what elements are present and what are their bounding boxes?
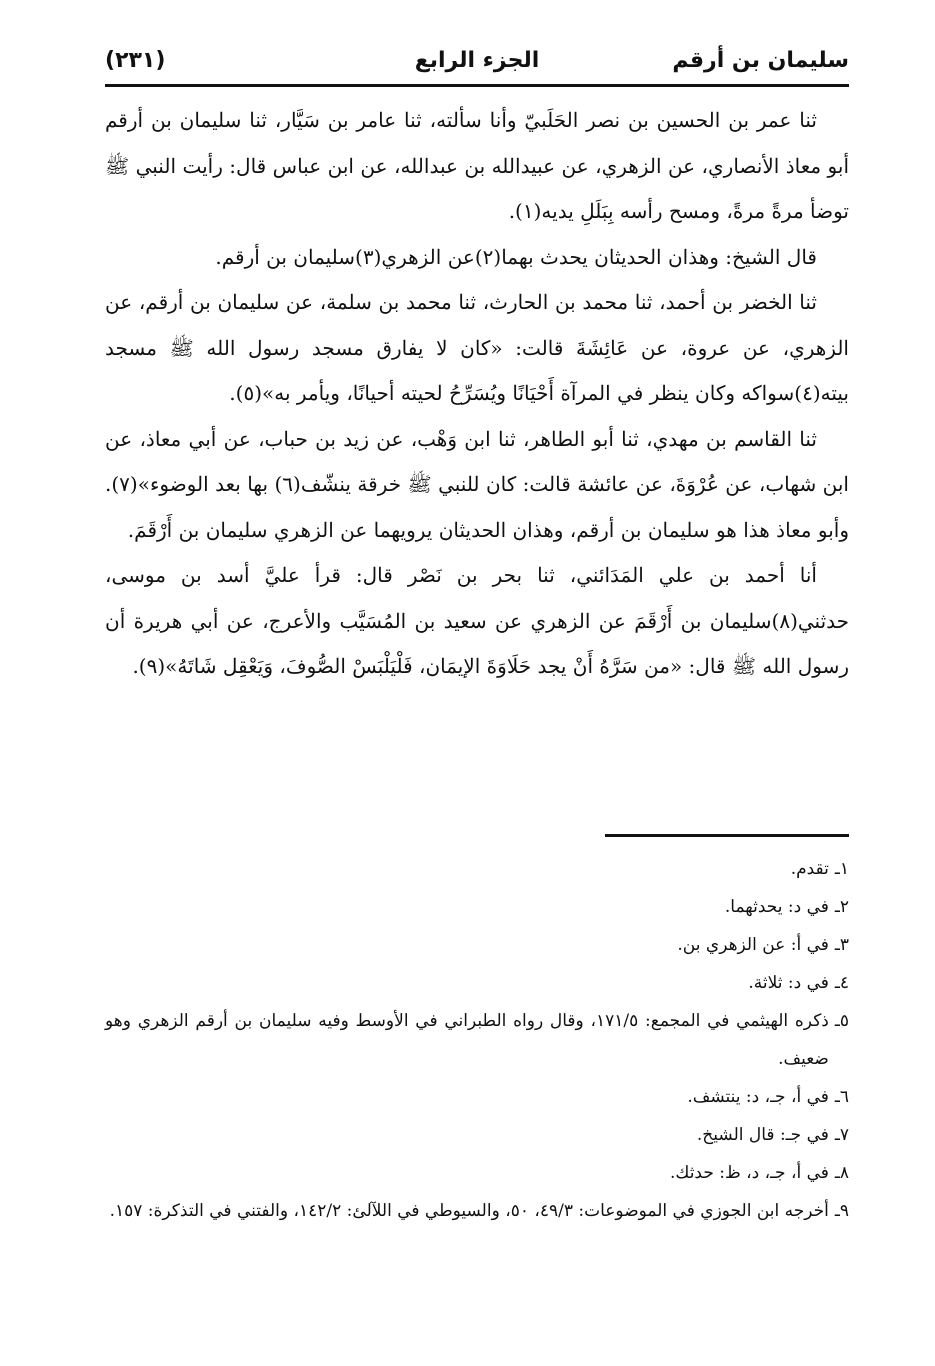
header-rule	[105, 84, 849, 87]
footnote	[105, 1116, 849, 1154]
paragraph: أنا أحمد بن علي المَدَائني، ثنا بحر بن نَصْر قال: قرأ عليَّ أسد بن موسى، حدثني(٨)سليمان بن أَرْقَمَ عن الزهري عن سعيد بن المُسَيَّب والأعرج، عن أبي هريرة أن رسول الله ﷺ قال: «من سَرَّهُ أَنْ يجد حَلَاوَةَ الإيمَان، فَلْيَلْبَسْ الصُّوفَ، وَيَعْقِل شَاتَهُ»(٩).	[105, 563, 849, 678]
footnote	[105, 1002, 849, 1078]
footnote-number: ٨ـ	[834, 1163, 849, 1183]
footnote	[105, 888, 849, 926]
footnote-number: ٢ـ	[834, 897, 849, 917]
footnote	[105, 926, 849, 964]
footnote	[105, 964, 849, 1002]
footnote-separator	[605, 834, 849, 837]
footnote-text: أخرجه ابن الجوزي في الموضوعات: ٤٩/٣، ٥٠، والسيوطي في اللآلئ: ١٤٢/٢، والفتني في التذكرة: ١٥٧.	[109, 1201, 829, 1221]
paragraph: ثنا القاسم بن مهدي، ثنا أبو الطاهر، ثنا ابن وَهْب، عن زيد بن حباب، عن أبي معاذ، عن ابن شهاب، عن عُرْوَةَ، عن عائشة قالت: كان للنبي ﷺ خرقة ينشّف(٦) بها بعد الوضوء»(٧). وأبو معاذ هذا هو سليمان بن أرقم، وهذان الحديثان يرويهما عن الزهري سليمان بن أَرْقَمَ.	[105, 426, 849, 542]
footnote-number: ٥ـ	[834, 1011, 849, 1031]
footnote	[105, 1192, 849, 1230]
footnote-text: في أ: عن الزهري بن.	[677, 935, 829, 955]
footnote	[105, 1154, 849, 1192]
footnote-number: ٦ـ	[834, 1087, 849, 1107]
running-title: سليمان بن أرقم	[672, 47, 849, 73]
page-header	[105, 36, 849, 84]
main-text	[105, 98, 849, 690]
paragraph: قال الشيخ: وهذان الحديثان يحدث بهما(٢)عن الزهري(٣)سليمان بن أرقم.	[215, 244, 817, 269]
footnote-number: ٤ـ	[834, 973, 849, 993]
footnotes	[105, 850, 849, 1230]
footnote-number: ٧ـ	[834, 1125, 849, 1145]
footnote-text: في د: ثلاثة.	[748, 973, 829, 993]
footnote-text: في د: يحدثهما.	[724, 897, 829, 917]
footnote-text: في أ، جـ، د: ينتشف.	[687, 1087, 829, 1107]
part-title: الجزء الرابع	[414, 47, 540, 73]
page-number: (٢٣١)	[105, 47, 166, 73]
footnote-text: ذكره الهيثمي في المجمع: ١٧١/٥، وقال رواه الطبراني في الأوسط وفيه سليمان بن أرقم الزهري وهو ضعيف.	[105, 1011, 829, 1069]
footnote-text: في جـ: قال الشيخ.	[696, 1125, 829, 1145]
paragraph: ثنا الخضر بن أحمد، ثنا محمد بن الحارث، ثنا محمد بن سلمة، عن سليمان بن أرقم، عن الزهري، عن عروة، عن عَائِشَةَ قالت: «كان لا يفارق مسجد رسول الله ﷺ مسجد بيته(٤)سواكه وكان ينظر في المرآة أَحْيَانًا ويُسَرِّحُ لحيته أحيانًا، ويأمر به»(٥).	[105, 290, 849, 405]
footnote-number: ١ـ	[834, 859, 849, 879]
footnote	[105, 1078, 849, 1116]
paragraph: ثنا عمر بن الحسين بن نصر الحَلَبيّ وأنا سألته، ثنا عامر بن سَيَّار، ثنا سليمان بن أرقم أبو معاذ الأنصاري، عن الزهري، عن عبيدالله بن عبدالله، عن ابن عباس قال: رأيت النبي ﷺ توضأ مرةً مرةً، ومسح رأسه بِبَلَلِ يديه(١).	[105, 108, 849, 223]
footnote-text: تقدم.	[790, 859, 829, 879]
footnote-number: ٩ـ	[834, 1201, 849, 1221]
footnote-text: في أ، جـ، د، ظ: حدثك.	[669, 1163, 829, 1183]
footnote	[105, 850, 849, 888]
footnote-number: ٣ـ	[834, 935, 849, 955]
